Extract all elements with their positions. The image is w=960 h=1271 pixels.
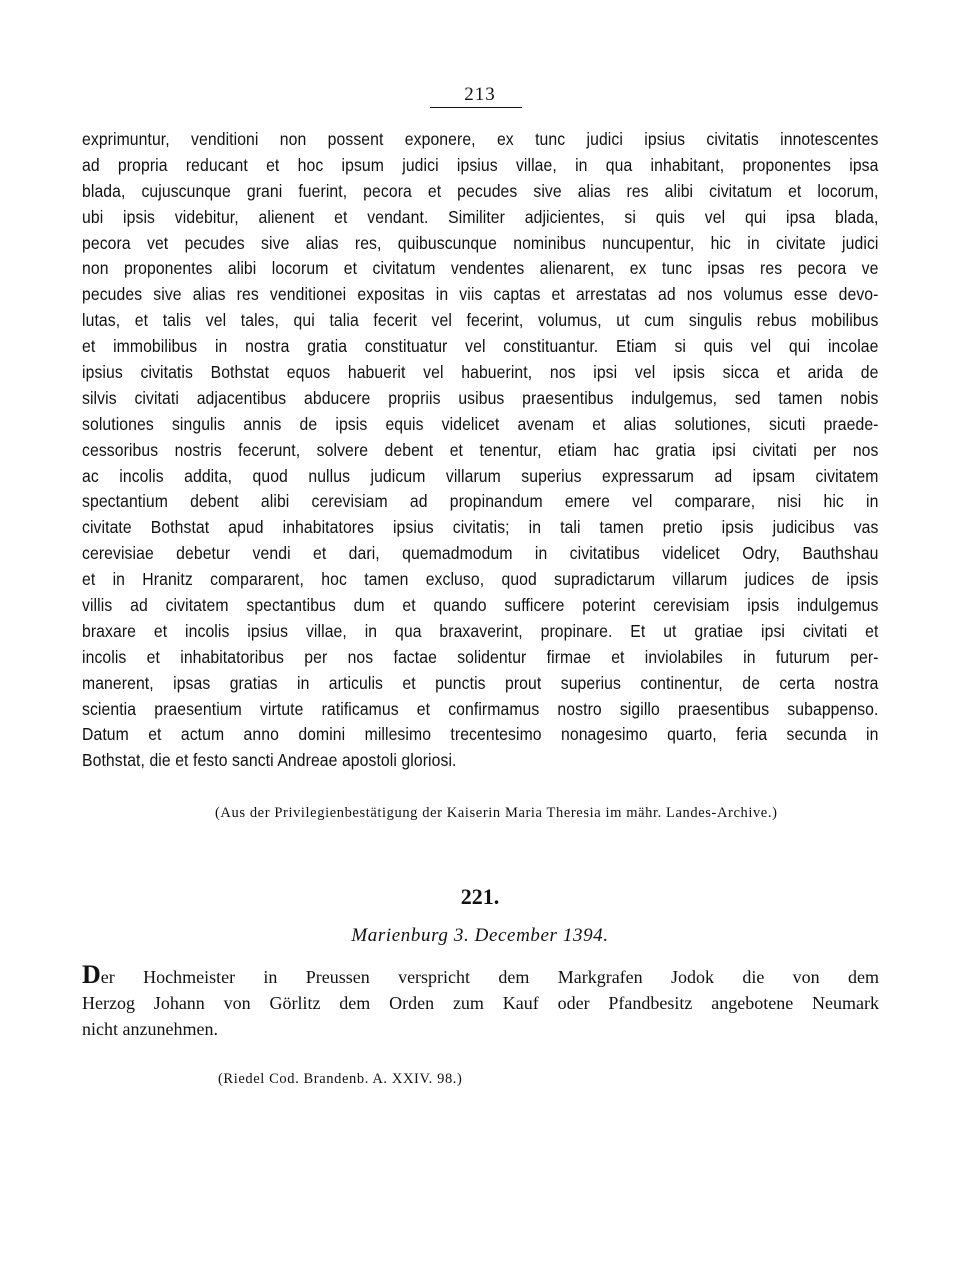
text-line: solutiones singulis annis de ipsis equis videlicet avenam et alias solutiones, sicuti praede- xyxy=(82,413,879,434)
body-text xyxy=(82,127,879,774)
text-line: cessoribus nostris fecerunt, solvere debent et tenentur, etiam hac gratia ipsi civitati per nos xyxy=(82,439,879,460)
text-line: Datum et actum anno domini millesimo trecentesimo nonagesimo quarto, feria secunda in xyxy=(82,724,879,745)
text-line: et immobilibus in nostra gratia constituatur vel constituantur. Etiam si quis vel qui incolae xyxy=(82,336,879,357)
text-line: non proponentes alibi locorum et civitatum vendentes alienarent, ex tunc ipsas res pecora ve xyxy=(82,258,879,279)
text-line: braxare et incolis ipsius villae, in qua braxaverint, propinare. Et ut gratiae ipsi civitati et xyxy=(82,620,879,641)
summary-line xyxy=(82,960,879,990)
text-line: blada, cujuscunque grani fuerint, pecora et pecudes sive alias res alibi civitatum et locorum, xyxy=(82,180,879,201)
document-summary xyxy=(82,960,879,1042)
drop-initial: D xyxy=(82,960,101,989)
page-number: 213 xyxy=(464,84,496,105)
document-number: 221. xyxy=(460,884,500,909)
text-line: et in Hranitz compararent, hoc tamen excluso, quod supradictarum villarum judices de ipsis xyxy=(82,569,879,590)
text-line: civitate Bothstat apud inhabitatores ipsius civitatis; in tali tamen pretio ipsis judicibus vas xyxy=(82,517,879,538)
source-note: (Aus der Privilegienbestätigung der Kaiserin Maria Theresia im mähr. Landes-Archive.) xyxy=(215,805,778,821)
text-line: exprimuntur, venditioni non possent exponere, ex tunc judici ipsius civitatis innotescentes xyxy=(82,129,879,149)
text-line: scientia praesentium virtute ratificamus et confirmamus nostro sigillo praesentibus subappenso. xyxy=(82,698,879,719)
page-number-rule xyxy=(430,107,522,108)
text-line: ac incolis addita, quod nullus judicum villarum superius expressarum ad ipsam civitatem xyxy=(82,465,879,486)
text-line: pecudes sive alias res venditionei expositas in viis captas et arrestatas ad nos volumus esse devo- xyxy=(82,284,879,305)
text-line: lutas, et talis vel tales, qui talia fecerit vel fecerint, volumus, ut cum singulis rebus mobilibus xyxy=(82,310,879,331)
text-line: cerevisiae debetur vendi et dari, quemadmodum in civitatibus videlicet Odry, Bauthshau xyxy=(82,543,879,564)
text-line: silvis civitati adjacentibus abducere propriis usibus praesentibus indulgemus, sed tamen nobis xyxy=(82,387,879,408)
text-line: spectantium debent alibi cerevisiam ad propinandum emere vel comparare, nisi hic in xyxy=(82,491,879,512)
text-line: ubi ipsis videbitur, alienent et vendant. Similiter adjicientes, si quis vel qui ipsa blada, xyxy=(82,206,879,227)
text-line: manerent, ipsas gratias in articulis et punctis prout superius continentur, de certa nostra xyxy=(82,672,879,693)
document-citation: (Riedel Cod. Brandenb. A. XXIV. 98.) xyxy=(218,1071,463,1087)
text-line: incolis et inhabitatoribus per nos factae solidentur firmae et inviolabiles in futurum per- xyxy=(82,646,879,667)
summary-line: nicht anzunehmen. xyxy=(82,1019,218,1039)
summary-line: Herzog Johann von Görlitz dem Orden zum Kauf oder Pfandbesitz angebotene Neumark xyxy=(82,993,879,1013)
document-place-date: Marienburg 3. December 1394. xyxy=(351,925,609,946)
text-line: ipsius civitatis Bothstat equos habuerit vel habuerint, nos ipsi vel ipsis sicca et arida de xyxy=(82,362,879,383)
text-line: villis ad civitatem spectantibus dum et quando sufficere poterint cerevisiam ipsis indulgemus xyxy=(82,595,879,616)
text-line: ad propria reducant et hoc ipsum judici ipsius villae, in qua inhabitant, proponentes ipsa xyxy=(82,154,879,175)
text-line: pecora vet pecudes sive alias res, quibuscunque nominibus nuncupentur, hic in civitate judici xyxy=(82,232,879,253)
text-line: Bothstat, die et festo sancti Andreae apostoli gloriosi. xyxy=(82,750,457,771)
summary-line-text: er Hochmeister in Preussen verspricht dem Markgrafen Jodok die von dem xyxy=(100,967,879,987)
